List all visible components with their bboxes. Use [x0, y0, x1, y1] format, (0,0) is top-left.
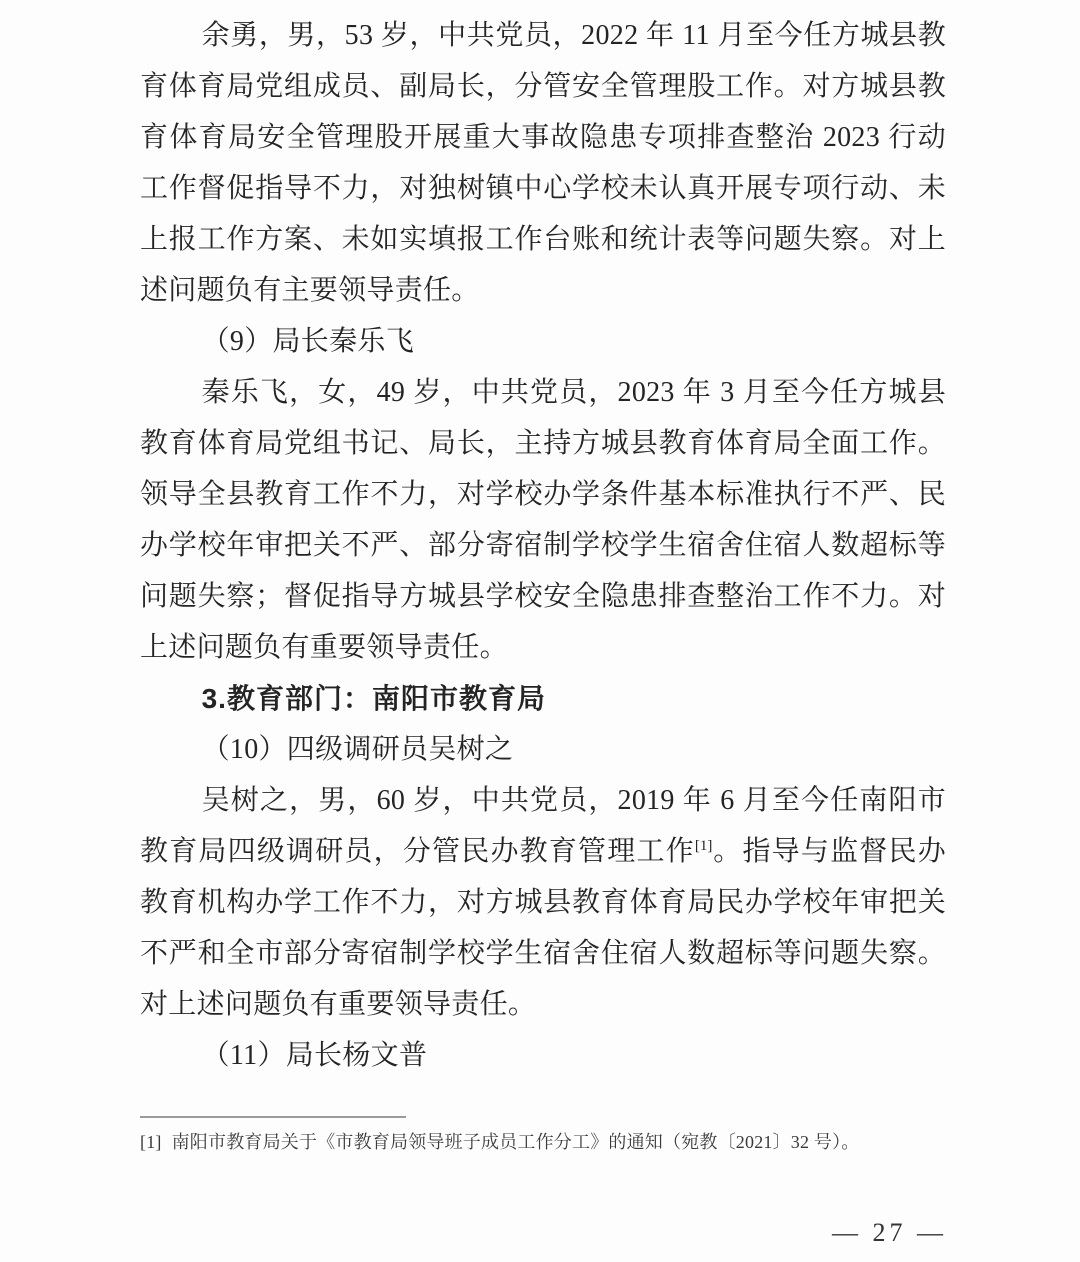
footnote-ref: [1]	[694, 838, 713, 854]
paragraph-subhead	[140, 316, 946, 367]
text-line: 工作督促指导不力，对独树镇中心学校未认真开展专项行动、未	[140, 173, 946, 204]
text-line: 对上述问题负有重要领导责任。	[140, 989, 537, 1020]
paragraph-body	[140, 10, 946, 316]
text-line: （9）局长秦乐飞	[201, 326, 414, 357]
footnote-area	[140, 1116, 946, 1156]
text-line: 述问题负有主要领导责任。	[140, 275, 480, 306]
paragraph-subhead	[140, 1030, 946, 1081]
footnote-divider	[140, 1116, 406, 1118]
footnote-marker: [1]	[140, 1132, 162, 1152]
text-line: 问题失察；督促指导方城县学校安全隐患排查整治工作不力。对	[140, 581, 946, 612]
footnote	[140, 1128, 946, 1156]
text-line: 教育机构办学工作不力，对方城县教育体育局民办学校年审把关	[140, 887, 946, 918]
text-line: （11）局长杨文普	[201, 1040, 428, 1071]
text-line: 不严和全市部分寄宿制学校学生宿舍住宿人数超标等问题失察。	[140, 938, 946, 969]
text-line: 教育体育局党组书记、局长，主持方城县教育体育局全面工作。	[140, 428, 946, 459]
paragraph-subhead	[140, 724, 946, 775]
text-line: 教育局四级调研员，分管民办教育管理工作[1]。指导与监督民办	[140, 836, 947, 867]
text-line: 办学校年审把关不严、部分寄宿制学校学生宿舍住宿人数超标等	[140, 530, 946, 561]
footnote-text: 南阳市教育局关于《市教育局领导班子成员工作分工》的通知（宛教〔2021〕32 号）。	[171, 1132, 860, 1152]
text-line: 育体育局安全管理股开展重大事故隐患专项排查整治 2023 行动	[140, 122, 946, 153]
text-line: 秦乐飞，女，49 岁，中共党员，2023 年 3 月至今任方城县	[201, 377, 946, 408]
page-number: — 27 —	[832, 1218, 947, 1247]
text-line: （10）四级调研员吴树之	[201, 734, 514, 765]
paragraph-heading	[140, 673, 946, 724]
text-line: 吴树之，男，60 岁，中共党员，2019 年 6 月至今任南阳市	[201, 785, 946, 816]
paragraph-body	[140, 367, 946, 673]
text-line: 育体育局党组成员、副局长，分管安全管理股工作。对方城县教	[140, 71, 946, 102]
text-content	[140, 10, 946, 1081]
text-line: 上报工作方案、未如实填报工作台账和统计表等问题失察。对上	[140, 224, 946, 255]
text-line: 余勇，男，53 岁，中共党员，2022 年 11 月至今任方城县教	[201, 20, 946, 51]
text-line: 上述问题负有重要领导责任。	[140, 632, 508, 663]
text-line: 领导全县教育工作不力，对学校办学条件基本标准执行不严、民	[140, 479, 946, 510]
text-line: 3.教育部门：南阳市教育局	[201, 683, 546, 714]
paragraph-body	[140, 775, 946, 1030]
